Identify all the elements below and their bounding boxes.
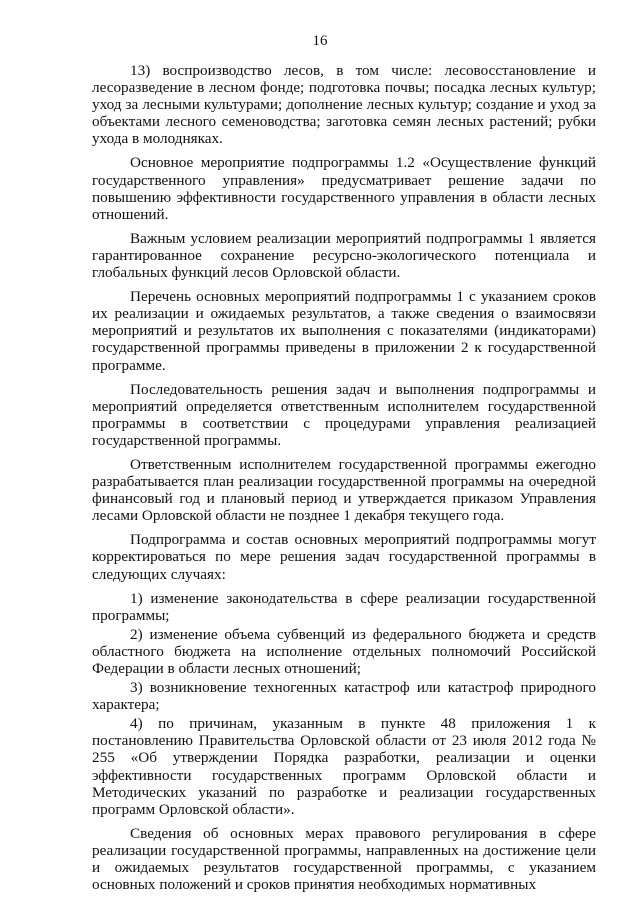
paragraph-annual-plan: Ответственным исполнителем государственной программы ежегодно разрабатывается план реализации государственной программы на очередной финансовый год и плановый период и утверждается приказом Управления лесами Орловской области не позднее 1 декабря текущего года. — [92, 455, 596, 525]
list-item-4: 4) по причинам, указанным в пункте 48 приложения 1 к постановлению Правительства Орловской области от 23 июля 2012 года № 255 «Об утверждении Порядка разработки, реализации и оценки эффективности государственных программ Орловской области и Методических указаний по разработке и реализации государственных программ Орловской области». — [92, 715, 596, 818]
list-item-1: 1) изменение законодательства в сфере реализации государственной программы; — [92, 589, 596, 624]
paragraph-adjustment-cases: Подпрограмма и состав основных мероприятий подпрограммы могут корректироваться по мере решения задач государственной программы в следующих случаях: — [92, 531, 596, 583]
paragraph-activities-list: Перечень основных мероприятий подпрограммы 1 с указанием сроков их реализации и ожидаемых результатов, а также сведения о взаимосвязи мероприятий и результатов их выполнения с показателями (индикаторами) государственной программы приведены в приложении 2 к государственной программе. — [92, 288, 596, 374]
list-item-2: 2) изменение объема субвенций из федерального бюджета и средств областного бюджета на исполнение отдельных полномочий Российской Федерации в области лесных отношений; — [92, 625, 596, 677]
paragraph-main-activity-1-2: Основное мероприятие подпрограммы 1.2 «Осуществление функций государственного управления» предусматривает решение задачи по повышению эффективности государственного управления в области лесных отношений. — [92, 154, 596, 223]
list-item-3: 3) возникновение техногенных катастроф или катастроф природного характера; — [92, 679, 596, 714]
page-number: 16 — [312, 33, 328, 49]
paragraph-key-condition: Важным условием реализации мероприятий подпрограммы 1 является гарантированное сохранение ресурсно-экологического потенциала и глобальных функций лесов Орловской области. — [92, 229, 596, 282]
paragraph-legal-regulation: Сведения об основных мерах правового регулирования в сфере реализации государственной программы, направленных на достижение цели и ожидаемых результатов государственной программы, с указанием основных положений и сроков принятия необходимых нормативных — [92, 824, 596, 894]
paragraph-sequence: Последовательность решения задач и выполнения подпрограммы и мероприятий определяется ответственным исполнителем государственной программы в соответствии с процедурами управления реализацией государственной программы. — [92, 380, 596, 449]
paragraph-reforestation: 13) воспроизводство лесов, в том числе: лесовосстановление и лесоразведение в лесном фонде; подготовка почвы; посадка лесных культур; уход за лесными культурами; дополнение лесных культур; создание и уход за объектами лесного семеноводства; заготовка семян лесных растений; рубки ухода в молодняках. — [92, 62, 596, 148]
document-body — [92, 62, 596, 893]
